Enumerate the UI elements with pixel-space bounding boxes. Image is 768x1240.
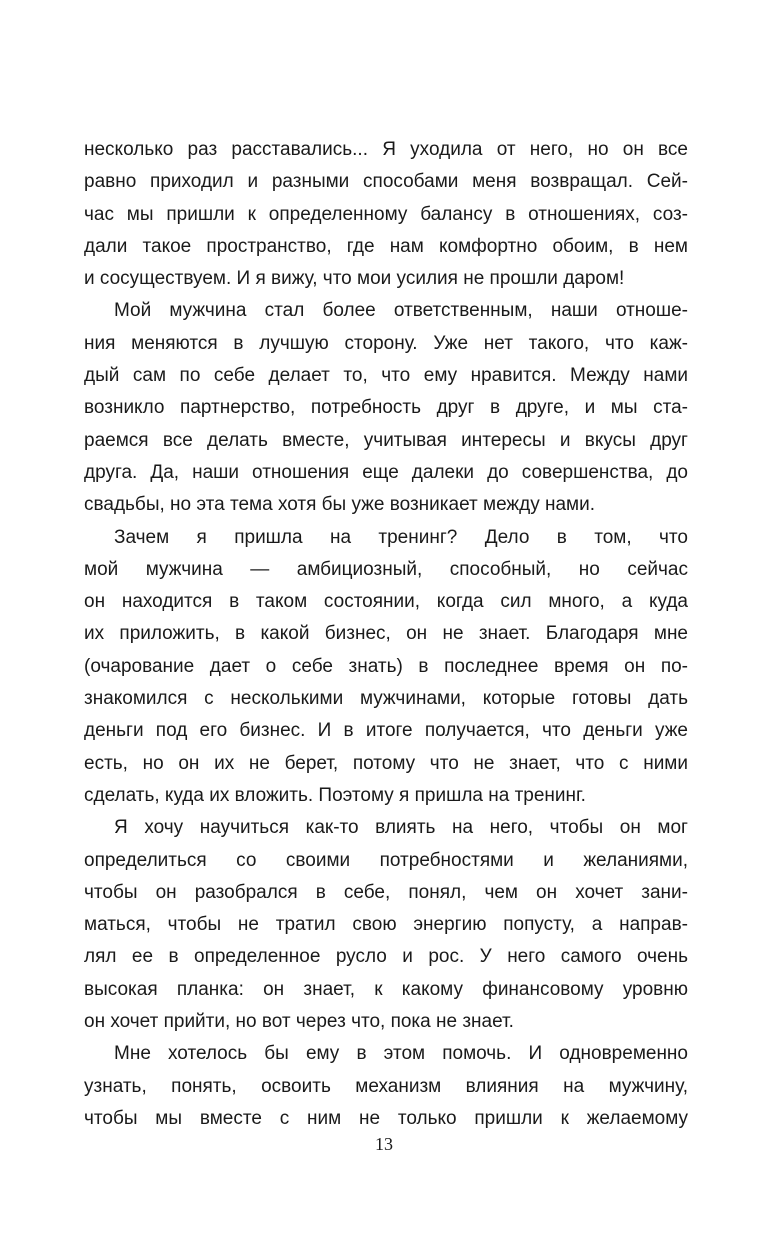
text-line: есть, но он их не берет, потому что не знает, что с ними [84,752,688,774]
text-line: Зачем я пришла на тренинг? Дело в том, что [114,526,688,548]
page-number: 13 [375,1134,393,1154]
text-line: несколько раз расставались... Я уходила от него, но он все [84,139,688,160]
text-line: час мы пришли к определенному балансу в отношениях, соз- [84,203,688,225]
text-line: чтобы он разобрался в себе, понял, чем он хочет зани- [84,881,688,903]
text-line: Я хочу научиться как-то влиять на него, чтобы он мог [114,817,688,839]
text-line: узнать, понять, освоить механизм влияния на мужчину, [84,1075,688,1097]
text-line: деньги под его бизнес. И в итоге получается, что деньги уже [84,720,688,742]
text-line: чтобы мы вместе с ним не только пришли к желаемому [84,1107,688,1129]
text-line: мой мужчина — амбициозный, способный, но сейчас [84,558,688,580]
text-line: свадьбы, но эта тема хотя бы уже возникает между нами. [84,494,596,516]
text-line: он хочет прийти, но вот через что, пока не знает. [84,1011,514,1033]
text-line: определиться со своими потребностями и желаниями, [84,849,688,871]
text-line: маться, чтобы не тратил свою энергию попусту, а направ- [84,914,688,936]
text-line: дали такое пространство, где нам комфортно обоим, в нем [84,235,688,257]
body-text [84,134,688,1135]
text-line: он находится в таком состоянии, когда сил много, а куда [84,591,688,613]
text-line: дый сам по себе делает то, что ему нравится. Между нами [84,365,688,387]
text-line: высокая планка: он знает, к какому финансовому уровню [84,978,688,1000]
text-line: друга. Да, наши отношения еще далеки до совершенства, до [84,461,688,483]
text-line: Мой мужчина стал более ответственным, наши отноше- [114,300,688,322]
text-line: лял ее в определенное русло и рос. У него самого очень [84,946,688,968]
text-line: и сосуществуем. И я вижу, что мои усилия не прошли даром! [84,268,625,290]
text-line: знакомился с несколькими мужчинами, которые готовы дать [84,688,688,710]
text-line: их приложить, в какой бизнес, он не знает. Благодаря мне [84,623,688,645]
text-line: возникло партнерство, потребность друг в друге, и мы ста- [84,397,688,419]
text-line: раемся все делать вместе, учитывая интересы и вкусы друг [84,429,688,451]
text-line: Мне хотелось бы ему в этом помочь. И одновременно [114,1043,688,1065]
text-line: ния меняются в лучшую сторону. Уже нет такого, что каж- [84,332,688,354]
text-line: сделать, куда их вложить. Поэтому я пришла на тренинг. [84,784,586,806]
text-line: (очарование дает о себе знать) в последнее время он по- [84,655,688,677]
text-line: равно приходил и разными способами меня возвращал. Сей- [84,171,688,193]
